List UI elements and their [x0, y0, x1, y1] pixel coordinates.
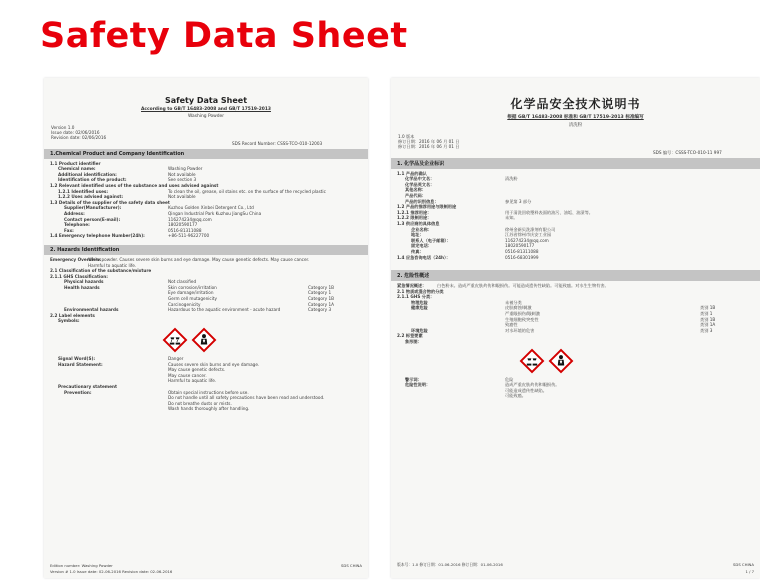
- sheet-title: Safety Data Sheet: [164, 96, 248, 105]
- field-label: 其他名称：: [405, 187, 426, 193]
- field-label: 2.1.1 GHS Classification:: [50, 273, 108, 279]
- field-label: Supplier(Manufacturer):: [64, 205, 122, 211]
- field-label: 健康危险: [411, 305, 428, 311]
- field-value: Hazardous to the aquatic environment - acute hazard: [168, 307, 281, 313]
- field-value: +86-511-96227700: [168, 233, 210, 239]
- field-value: 0516-81311088: [168, 227, 202, 233]
- field-label: Prevention:: [64, 389, 92, 395]
- field-value: Wash hands thoroughly after handling.: [168, 406, 250, 412]
- product-name-cn: 清洗粉: [568, 123, 583, 128]
- field-value: 危险: [505, 376, 514, 382]
- hazard-category: 类别 1: [700, 311, 713, 317]
- field-label: [50, 406, 168, 412]
- field-row: [50, 406, 368, 412]
- field-label: 环境危险: [411, 327, 428, 333]
- sheet-footer: [50, 563, 362, 568]
- field-value: May cause genetic defects.: [168, 367, 226, 373]
- health-hazard-pictogram-icon: [548, 348, 574, 374]
- field-row: [397, 393, 760, 399]
- standard-reference-cn: 根据 GB/T 16483-2008 标准和 GB/T 17519-2013 标准编写: [507, 115, 644, 120]
- version-block: [51, 125, 368, 141]
- field-value: To clean the oil, grease, oil stains etc. on the surface of the recycled plastic: [168, 188, 326, 194]
- product-name: Washing Powder: [187, 114, 225, 119]
- field-label: Hazard Statement:: [58, 361, 103, 367]
- field-label: Precautionary statement: [58, 384, 117, 390]
- field-label: 1.3 供应商的具体信息: [397, 220, 440, 226]
- field-label: 警示词：: [405, 376, 422, 382]
- field-label: 2.1 物质或混合物的分类: [397, 288, 444, 294]
- sds-record-line: [44, 141, 368, 147]
- hazard-category: [700, 339, 760, 345]
- ghs-pictograms-cn: [391, 345, 760, 377]
- sds-record-number: SDS Record Number: CSSS-TCO-010-12003: [232, 140, 323, 146]
- issue-date: Issue date: 02/06/2016: [51, 130, 100, 136]
- hazard-category: Category 1B: [308, 284, 334, 290]
- field-value: 可能造成遗传性缺陷。: [505, 387, 547, 393]
- footer-sds: SDS CHINA: [340, 563, 362, 568]
- field-value: Not available: [168, 171, 196, 177]
- field-value: 116274234@qq.com: [505, 237, 549, 243]
- field-label: 1.2.1 推荐用途：: [397, 209, 432, 215]
- version-label-cn: 1.0 版本: [398, 134, 415, 139]
- field-value: 皮肤腐蚀/刺激: [505, 305, 532, 311]
- field-label: Contact person(E-mail):: [64, 216, 121, 222]
- field-label: 产品的识别信息：: [405, 198, 439, 204]
- hazard-category: [308, 318, 368, 324]
- section-2-rows: [44, 268, 368, 324]
- field-label: Additional identification:: [58, 171, 117, 177]
- section-1-rows-cn: [391, 171, 760, 261]
- version-block-cn: [398, 134, 760, 150]
- hazard-category: Category 3: [308, 307, 332, 313]
- field-value: Do not handle until all safety precautions have been read and understood.: [168, 395, 325, 401]
- section-2-rows-b: [44, 356, 368, 412]
- emergency-overview-text-cn: 白色粉末。造成严重皮肤灼伤和眼损伤。可能造成遗传性缺陷。可能致癌。对水生生物有害。: [437, 283, 609, 289]
- field-label: Physical hazards: [64, 279, 104, 285]
- field-value: 对水环境的危害: [505, 327, 535, 333]
- field-label: 企业名称：: [411, 226, 432, 232]
- hazard-category: 类别 3: [700, 327, 713, 333]
- field-value: Obtain special instructions before use.: [168, 389, 249, 395]
- field-label: Signal Word(S):: [58, 356, 96, 362]
- field-value: 江苏省徐州市庆安工业园: [505, 232, 552, 238]
- field-value: 未知。: [505, 215, 518, 221]
- field-value: [168, 318, 308, 324]
- field-value: Not classified: [168, 279, 197, 285]
- field-value: Qingan Industrial Park Kuzhou JiangSu China: [168, 210, 262, 216]
- field-label: 传真：: [411, 248, 424, 254]
- field-label: 1.2.2 限制用途：: [397, 215, 432, 221]
- field-value: Not available: [168, 194, 196, 200]
- hazard-category: 类别 1B: [700, 316, 716, 322]
- field-label: 危险性说明：: [405, 382, 431, 388]
- section-2-rows-cn: [391, 289, 760, 345]
- emergency-overview-text-2: Harmful to aquatic life.: [88, 262, 137, 268]
- field-label: 2.1 Classification of the substance/mixture: [50, 268, 152, 274]
- field-label: 1.2.1 Identified uses:: [58, 188, 109, 194]
- hazard-category: Category 1: [308, 290, 332, 296]
- field-value: 严重眼损伤/眼刺激: [505, 311, 540, 317]
- hazard-category: Category 1A: [308, 301, 334, 307]
- version-label: Version 1.0: [51, 125, 75, 130]
- field-value: 生殖细胞致突变性: [505, 316, 539, 322]
- field-value: 清洗粉: [505, 176, 518, 182]
- field-label: [397, 393, 505, 399]
- hazard-category: Category 1B: [308, 296, 334, 302]
- sds-record-line-cn: [391, 150, 760, 156]
- field-label: 1.3 Details of the supplier of the safety data sheet: [50, 199, 170, 205]
- field-value: [505, 339, 700, 345]
- sds-record-number-cn: SDS 编号：CSSS-TCO-010-11 997: [653, 149, 722, 155]
- emergency-overview-label-cn: 紧急情况概述：: [397, 283, 427, 289]
- field-value: 0516-81311088: [505, 248, 539, 254]
- footer-version: Version # 1.0 Issue date: 02-06-2016 Revision date: 02-06-2016: [50, 569, 173, 574]
- emergency-overview-label: Emergency Overview:: [50, 256, 102, 262]
- field-value: 可能致癌。: [505, 393, 526, 399]
- field-label: Environmental hazards: [64, 307, 119, 313]
- chinese-sds-sheet: [391, 78, 760, 578]
- revision-date-cn: 修订日期：2016 年 06 月 01 日: [398, 144, 460, 150]
- field-label: 物理危险: [411, 299, 428, 305]
- field-label: 联系人（电子邮箱）：: [411, 237, 451, 243]
- field-label: 化学品中文名：: [405, 176, 435, 182]
- field-value: Washing Powder: [168, 166, 203, 172]
- footer-sds-cn: SDS CHINA: [732, 562, 754, 567]
- hazard-category: 类别 1B: [700, 305, 716, 311]
- footer-page-cn: 1 / 7: [745, 569, 754, 574]
- issue-date-cn: 修订日期：2016 年 06 月 01 日: [398, 139, 460, 145]
- section-1-header-cn: 1. 化学品及企业标识: [391, 158, 760, 169]
- field-value: Kuzhou Golden Xinbei Detergent Co., Ltd: [168, 205, 254, 211]
- field-value: 0516-68301999: [505, 254, 539, 260]
- field-value: Eye damage/irritation: [168, 290, 214, 296]
- field-label: 1.2 产品的推荐用途与限制用途: [397, 204, 457, 210]
- field-value: 造成严重皮肤灼伤和眼损伤。: [505, 382, 560, 388]
- section-1-rows: [44, 161, 368, 239]
- field-label: Address:: [64, 210, 85, 216]
- field-row: [397, 339, 760, 345]
- field-label: 1.2.2 Uses advised against:: [58, 194, 124, 200]
- footer-edition-cn: 版本号：1.0 修订日期：01-06-2016 修订日期：01-06-2016: [397, 562, 503, 567]
- health-hazard-pictogram-icon: [191, 327, 217, 353]
- field-label: 1.4 Emergency telephone Number(24h):: [50, 233, 145, 239]
- field-label: Identification of the product:: [58, 177, 127, 183]
- field-row: [50, 318, 368, 324]
- field-value: 18020590177: [168, 222, 198, 228]
- field-value: 18020590177: [505, 243, 535, 249]
- field-value: Harmful to aquatic life.: [168, 378, 217, 384]
- corrosion-pictogram-icon: [162, 327, 188, 353]
- standard-reference: According to GB/T 16483-2008 and GB/T 17519-2013: [141, 107, 271, 112]
- field-value: Causes severe skin burns and eye damage.: [168, 361, 260, 367]
- field-label: Health hazards: [64, 284, 100, 290]
- field-label: Fax:: [64, 227, 74, 233]
- section-1-header: 1.Chemical Product and Company Identification: [44, 149, 368, 159]
- field-value: Germ cell mutagenicity: [168, 296, 217, 302]
- field-value: Danger: [168, 356, 184, 362]
- field-label: 2.2 Label elements: [50, 312, 95, 318]
- field-label: 固定电话：: [411, 243, 432, 249]
- field-value: See section 3: [168, 177, 197, 183]
- field-label: 产品代码：: [405, 192, 426, 198]
- field-label: 1.2 Relevant identified uses of the substance and uses advised against: [50, 182, 219, 188]
- field-label: Chemical name:: [58, 166, 96, 172]
- field-value: 116274234@qq.com: [168, 216, 212, 222]
- field-label: 1.4 应急咨询电话（24h）：: [397, 254, 451, 260]
- field-label: 化学品英文名：: [405, 181, 435, 187]
- field-value: 徐州金新贝洗涤剂有限公司: [505, 226, 556, 232]
- section-2-rows-b-cn: [391, 377, 760, 399]
- english-sds-sheet: [44, 78, 368, 578]
- field-value: Carcinogenicity: [168, 301, 201, 307]
- field-label: Telephone:: [64, 222, 90, 228]
- emergency-overview-text: White powder. Causes severe skin burns and eye damage. May cause genetic defects. May cause cancer.: [88, 256, 310, 262]
- field-value: 参见第 3 部分: [505, 198, 532, 204]
- corrosion-pictogram-icon: [519, 348, 545, 374]
- field-label: 1.1 产品的确认: [397, 170, 427, 176]
- field-value: 未被分类: [505, 299, 522, 305]
- field-row: [50, 233, 368, 239]
- footer-edition: Edition number: Washing Powder: [50, 563, 113, 568]
- hazard-category: 类别 1A: [700, 322, 716, 328]
- field-label: 2.2 标签要素: [397, 333, 423, 339]
- field-label: 2.1.1 GHS 分类：: [397, 294, 435, 300]
- sheet-title-cn: 化学品安全技术说明书: [510, 97, 641, 111]
- sheet-footer-cn: [397, 562, 754, 568]
- emergency-overview: [44, 257, 368, 268]
- field-row: [397, 255, 760, 261]
- revision-date: Revision date: 02/06/2016: [51, 135, 107, 141]
- page-banner-title: Safety Data Sheet: [40, 16, 408, 56]
- field-value: May cause cancer.: [168, 372, 207, 378]
- field-label: Symbols:: [58, 318, 80, 324]
- field-value: Do not breathe dusts or mists.: [168, 400, 232, 406]
- ghs-pictograms: [44, 324, 368, 356]
- section-2-header: 2. Hazards Identification: [44, 245, 368, 255]
- field-value: 用于清洗回收塑料表面的油污、油垢、油渍等。: [505, 209, 593, 215]
- field-value: 致癌性: [505, 322, 518, 328]
- field-label: 象形图：: [405, 339, 422, 345]
- section-2-header-cn: 2. 危险性概述: [391, 270, 760, 281]
- field-label: 地址：: [411, 232, 424, 238]
- field-value: Skin corrosion/irritation: [168, 284, 217, 290]
- field-label: 1.1 Product identifier: [50, 160, 101, 166]
